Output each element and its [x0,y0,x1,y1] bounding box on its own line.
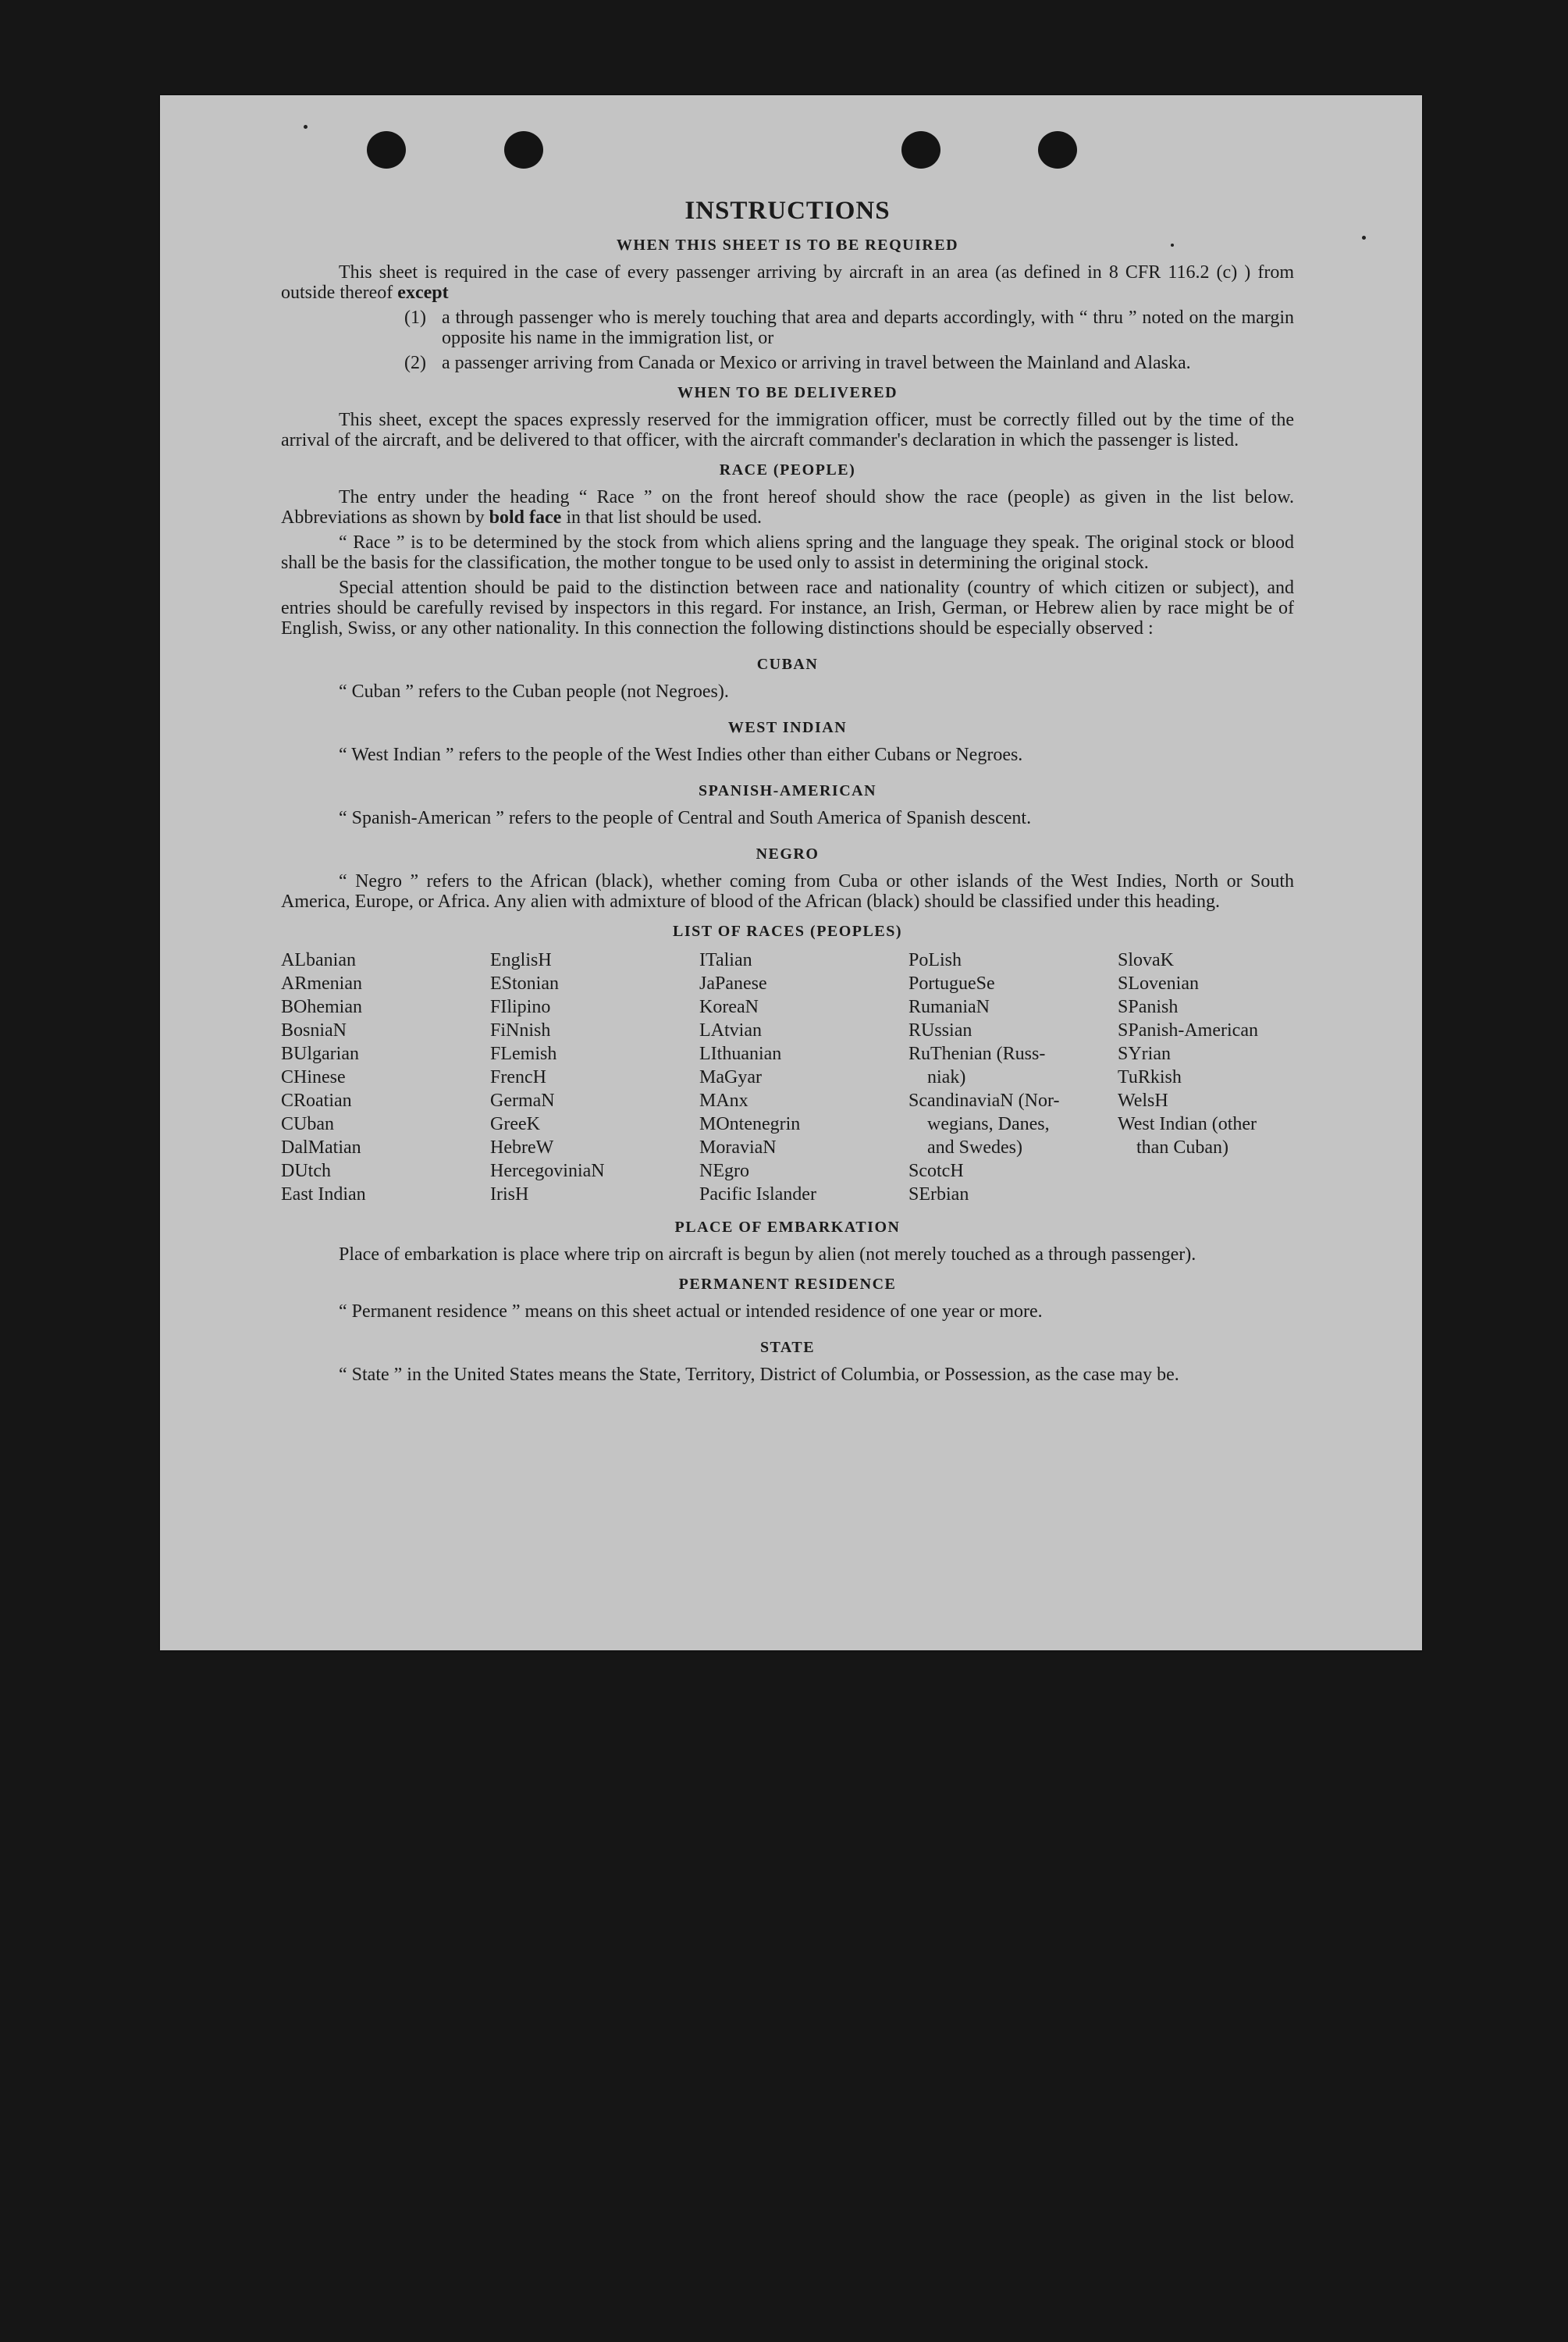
race-entry: Pacific Islander [699,1184,816,1205]
race-entry: FIlipino [490,997,551,1017]
section-heading-list: LIST OF RACES (PEOPLES) [672,923,902,940]
race-entry: CUban [281,1114,334,1134]
section-heading-state: STATE [759,1339,816,1356]
races-column [1118,949,1294,1206]
race-entry: BOhemian [281,997,362,1017]
races-list [281,949,1294,1206]
race-entry: CRoatian [281,1091,352,1111]
punch-hole [901,131,940,169]
races-column [699,949,908,1206]
race-entry: HercegoviniaN [490,1161,605,1181]
section-heading-cuban: CUBAN [756,656,819,673]
race-entry: West Indian (other [1118,1114,1257,1134]
race-entry: IrisH [490,1184,529,1205]
section-heading-embarkation: PLACE OF EMBARKATION [674,1219,901,1236]
page-title: INSTRUCTIONS [684,197,891,225]
embarkation-text: Place of embarkation is place where trip on aircraft is begun by alien (not merely touched as a through passenger). [339,1244,1196,1265]
race-entry: EnglisH [490,950,552,970]
race-paragraph-1: The entry under the heading “ Race ” on the front hereof should show the race (people) as given in the list below. Abbreviations as shown by bold face in that list should be used. [281,487,1294,528]
section-heading-spanish-american: SPANISH-AMERICAN [698,782,877,799]
residence-text: “ Permanent residence ” means on this sheet actual or intended residence of one year or more. [339,1301,1043,1322]
race-entry: FiNnish [490,1020,551,1041]
section-heading-required: WHEN THIS SHEET IS TO BE REQUIRED [616,237,959,254]
race-entry: MoraviaN [699,1137,777,1158]
race-entry: BUlgarian [281,1044,359,1064]
race-entry: BosniaN [281,1020,347,1041]
race-entry-continuation: than Cuban) [1136,1137,1228,1158]
race-entry: RUssian [908,1020,972,1041]
race-entry: East Indian [281,1184,366,1205]
race-entry: ScotcH [908,1161,964,1181]
race-entry: NEgro [699,1161,749,1181]
race-entry: SLovenian [1118,973,1199,994]
race-entry: GermaN [490,1091,555,1111]
section-heading-race: RACE (PEOPLE) [719,461,856,479]
section-heading-delivered: WHEN TO BE DELIVERED [677,384,898,401]
race-entry: FrencH [490,1067,546,1087]
race-entry: ALbanian [281,950,356,970]
punch-hole [1038,131,1077,169]
section-heading-residence: PERMANENT RESIDENCE [678,1276,897,1293]
spanish-american-text: “ Spanish-American ” refers to the people of Central and South America of Spanish descent. [339,808,1032,828]
punch-hole [504,131,543,169]
race-entry: RuThenian (Russ- [908,1044,1046,1064]
cuban-text: “ Cuban ” refers to the Cuban people (not Negroes). [339,682,729,702]
state-text: “ State ” in the United States means the State, Territory, District of Columbia, or Possession, as the case may be. [339,1365,1179,1385]
race-entry-continuation: wegians, Danes, [927,1114,1050,1134]
list-item: (2) a passenger arriving from Canada or Mexico or arriving in travel between the Mainland and Alaska. [404,353,1191,373]
negro-text: “ Negro ” refers to the African (black), whether coming from Cuba or other islands of the West Indies, North or South America, Europe, or Africa. Any alien with admixture of blood of the African (black) should be classified under this heading. [281,871,1294,912]
race-entry: ScandinaviaN (Nor- [908,1091,1060,1111]
list-item: (1) a through passenger who is merely touching that area and departs accordingly, with “ thru ” noted on the margin opposite his name in the immigration list, or [404,308,1294,348]
race-paragraph-2: “ Race ” is to be determined by the stock from which aliens spring and the language they speak. The original stock or blood shall be the basis for the classification, the mother tongue to be used only to assist in determining the original stock. [281,532,1294,573]
race-entry: KoreaN [699,997,759,1017]
race-entry: GreeK [490,1114,540,1134]
race-entry: DUtch [281,1161,331,1181]
section-heading-negro: NEGRO [756,845,820,863]
west-indian-text: “ West Indian ” refers to the people of the West Indies other than either Cubans or Negroes. [339,745,1023,765]
document-page [160,95,1422,1650]
race-entry: LIthuanian [699,1044,782,1064]
race-entry: MAnx [699,1091,748,1111]
race-entry: ITalian [699,950,752,970]
race-entry-continuation: niak) [927,1067,966,1087]
section-heading-west-indian: WEST INDIAN [727,719,848,736]
required-intro: This sheet is required in the case of every passenger arriving by aircraft in an area (as defined in 8 CFR 116.2 (c) ) from outside thereof except [281,262,1294,303]
race-entry: RumaniaN [908,997,990,1017]
race-entry: PoLish [908,950,962,970]
race-entry: SPanish-American [1118,1020,1258,1041]
race-entry-continuation: and Swedes) [927,1137,1022,1158]
race-entry: SlovaK [1118,950,1174,970]
race-entry: HebreW [490,1137,554,1158]
race-entry: MaGyar [699,1067,762,1087]
instructions-content [281,197,1294,1385]
race-entry: LAtvian [699,1020,762,1041]
race-entry: DalMatian [281,1137,361,1158]
race-entry: PortugueSe [908,973,995,994]
races-column [908,949,1118,1206]
race-entry: MOntenegrin [699,1114,801,1134]
race-entry: ARmenian [281,973,362,994]
races-column [281,949,490,1206]
speck [304,125,308,129]
race-entry: SPanish [1118,997,1179,1017]
delivered-text: This sheet, except the spaces expressly reserved for the immigration officer, must be correctly filled out by the time of the arrival of the aircraft, and be delivered to that officer, with the aircraft commander's declaration in which the passenger is listed. [281,410,1294,450]
race-entry: JaPanese [699,973,767,994]
races-column [490,949,699,1206]
race-entry: WelsH [1118,1091,1168,1111]
race-entry: SYrian [1118,1044,1171,1064]
punch-hole [367,131,406,169]
race-entry: CHinese [281,1067,346,1087]
race-entry: EStonian [490,973,559,994]
race-entry: TuRkish [1118,1067,1182,1087]
speck [1362,236,1366,240]
race-entry: FLemish [490,1044,557,1064]
race-paragraph-3: Special attention should be paid to the distinction between race and nationality (country of which citizen or subject), and entries should be carefully revised by inspectors in this regard. For instance, an Irish, German, or Hebrew alien by race might be of English, Swiss, or any other nationality. In this connection the following distinctions should be especially observed : [281,578,1294,639]
race-entry: SErbian [908,1184,969,1205]
